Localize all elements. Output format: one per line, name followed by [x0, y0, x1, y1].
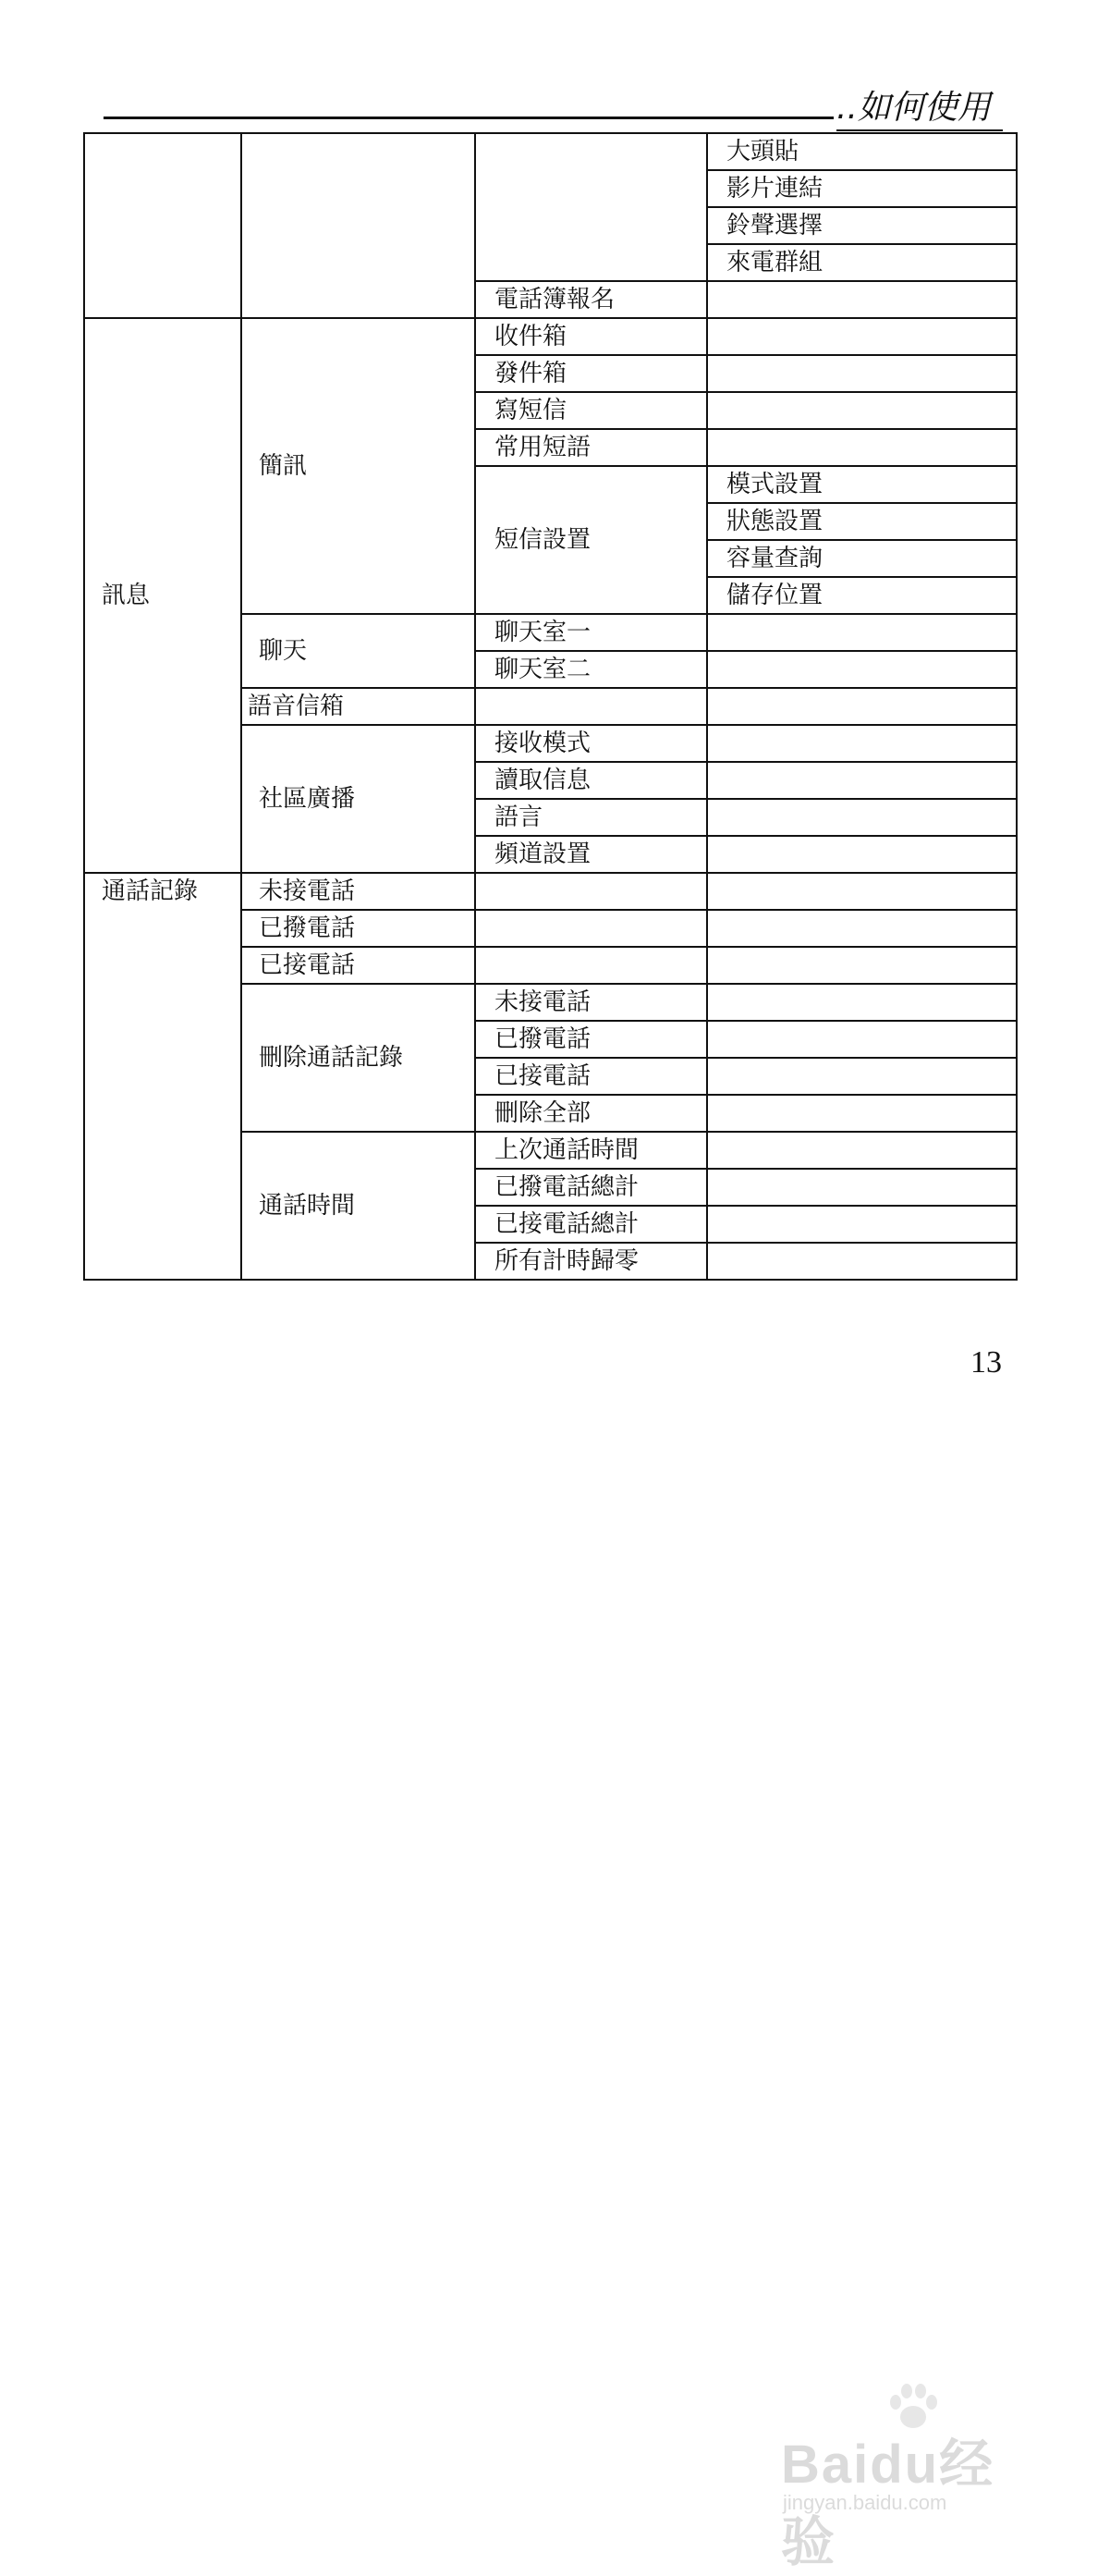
table-cell — [707, 1243, 1017, 1280]
table-cell: 電話簿報名 — [475, 281, 707, 318]
table-cell — [707, 836, 1017, 873]
header-rule — [104, 117, 834, 119]
table-cell: 通話記錄 — [84, 873, 241, 1280]
table-cell: 大頭貼 — [707, 133, 1017, 170]
table-cell — [707, 947, 1017, 984]
table-cell — [707, 281, 1017, 318]
menu-tree-table — [83, 132, 1018, 1281]
table-cell — [707, 1021, 1017, 1058]
table-cell — [241, 133, 475, 318]
table-cell — [707, 355, 1017, 392]
table-cell — [707, 1169, 1017, 1206]
table-cell: 刪除全部 — [475, 1095, 707, 1132]
table-cell: 短信設置 — [475, 466, 707, 614]
table-cell: 影片連結 — [707, 170, 1017, 207]
table-cell: 聊天室二 — [475, 651, 707, 688]
table-cell — [84, 133, 241, 318]
table-cell: 通話時間 — [241, 1132, 475, 1280]
table-cell: 發件箱 — [475, 355, 707, 392]
table-cell: 簡訊 — [241, 318, 475, 614]
table-cell: 社區廣播 — [241, 725, 475, 873]
table-cell: 常用短語 — [475, 429, 707, 466]
table-row — [84, 133, 1017, 170]
table-row — [84, 318, 1017, 355]
table-cell — [707, 1206, 1017, 1243]
header-rule-short — [836, 129, 1003, 131]
baidu-watermark — [781, 2413, 1040, 2572]
table-cell — [707, 910, 1017, 947]
table-cell — [707, 873, 1017, 910]
table-cell: 讀取信息 — [475, 762, 707, 799]
table-cell — [707, 762, 1017, 799]
table-cell: 模式設置 — [707, 466, 1017, 503]
table-cell — [707, 1132, 1017, 1169]
table-cell — [707, 725, 1017, 762]
table-cell: 聊天 — [241, 614, 475, 688]
table-row — [84, 873, 1017, 910]
table-cell: 頻道設置 — [475, 836, 707, 873]
watermark-url: jingyan.baidu.com — [783, 2491, 947, 2514]
table-cell: 訊息 — [84, 318, 241, 873]
table-cell: 未接電話 — [241, 873, 475, 910]
table-cell — [707, 614, 1017, 651]
table-cell: 已接電話 — [241, 947, 475, 984]
table-cell — [475, 133, 707, 281]
table-cell: 已撥電話 — [241, 910, 475, 947]
table-cell: 所有計時歸零 — [475, 1243, 707, 1280]
table-cell: 儲存位置 — [707, 577, 1017, 614]
table-cell — [707, 651, 1017, 688]
table-cell — [707, 429, 1017, 466]
watermark-logo: Baidu经验 — [781, 2435, 995, 2572]
table-cell: 聊天室一 — [475, 614, 707, 651]
table-cell — [707, 392, 1017, 429]
table-cell — [707, 1058, 1017, 1095]
table-cell: 寫短信 — [475, 392, 707, 429]
table-cell — [475, 947, 707, 984]
table-cell — [475, 910, 707, 947]
page-header-title: ..如何使用 — [836, 89, 991, 127]
table-cell: 已撥電話總計 — [475, 1169, 707, 1206]
table-cell: 接收模式 — [475, 725, 707, 762]
table-cell: 語音信箱 — [241, 688, 475, 725]
table-cell — [707, 799, 1017, 836]
table-cell — [707, 1095, 1017, 1132]
table-cell: 刪除通話記錄 — [241, 984, 475, 1132]
table-cell: 已撥電話 — [475, 1021, 707, 1058]
table-cell: 未接電話 — [475, 984, 707, 1021]
table-cell: 已接電話總計 — [475, 1206, 707, 1243]
table-cell: 收件箱 — [475, 318, 707, 355]
page-number: 13 — [970, 1345, 1002, 1380]
table-cell: 鈴聲選擇 — [707, 207, 1017, 244]
table-cell — [707, 318, 1017, 355]
table-cell: 容量查詢 — [707, 540, 1017, 577]
table-cell: 來電群組 — [707, 244, 1017, 281]
table-cell — [707, 984, 1017, 1021]
table-cell: 狀態設置 — [707, 503, 1017, 540]
table-cell — [475, 688, 707, 725]
table-cell: 已接電話 — [475, 1058, 707, 1095]
table-cell — [707, 688, 1017, 725]
table-cell — [475, 873, 707, 910]
table-cell: 語言 — [475, 799, 707, 836]
table-cell: 上次通話時間 — [475, 1132, 707, 1169]
